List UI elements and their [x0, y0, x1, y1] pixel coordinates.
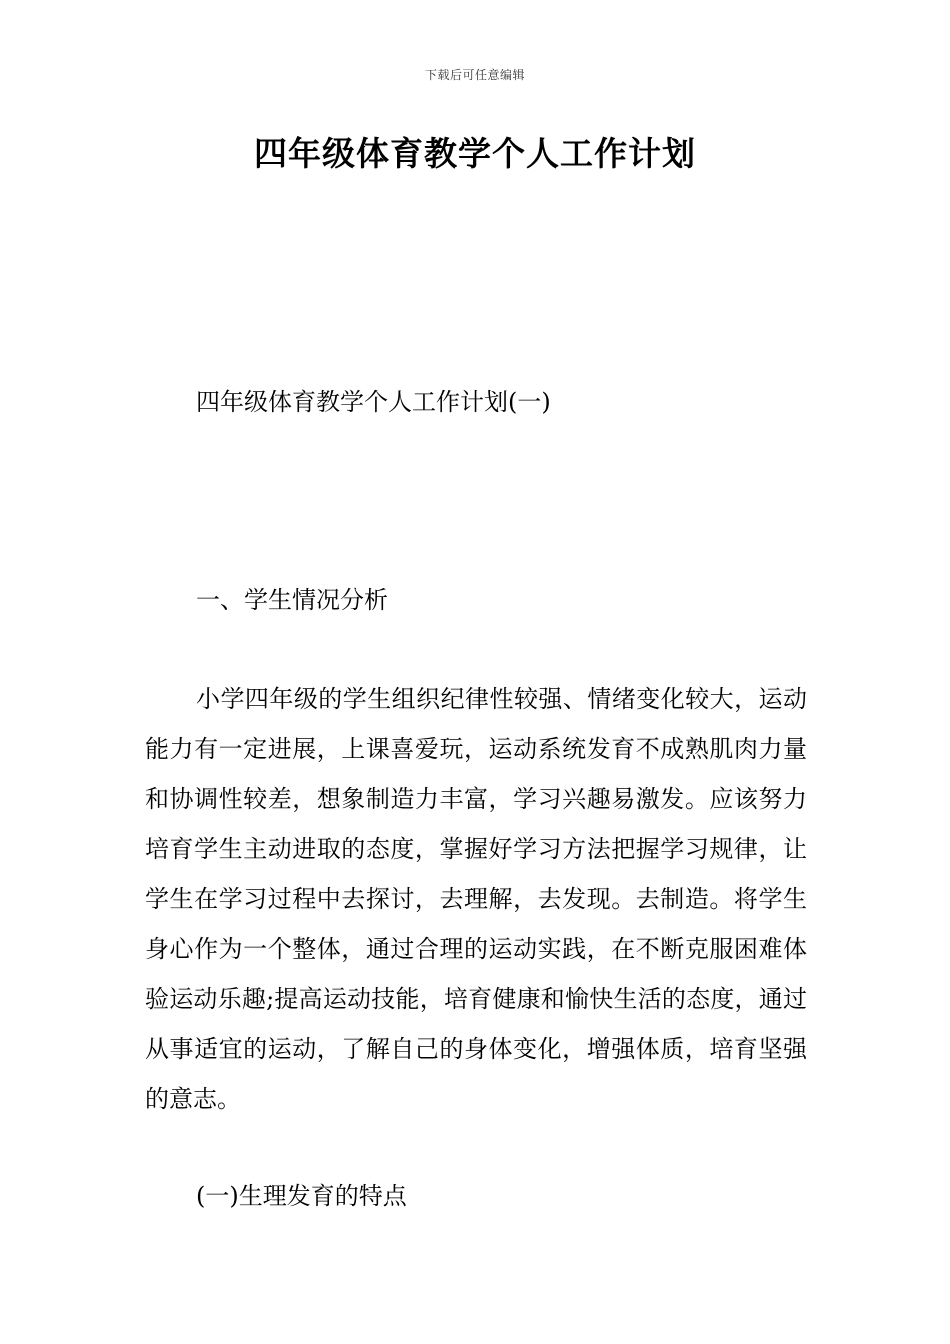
- body-paragraph: 小学四年级的学生组织纪律性较强、情绪变化较大，运动能力有一定进展，上课喜爱玩，运动系统发育不成熟肌肉力量和协调性较差，想象制造力丰富，学习兴趣易激发。应该努力培育学生主动进取的态度，掌握好学习方法把握学习规律，让学生在学习过程中去探讨，去理解，去发现。去制造。将学生身心作为一个整体，通过合理的运动实践，在不断克服困难体验运动乐趣;提高运动技能，培育健康和愉快生活的态度，通过从事适宜的运动，了解自己的身体变化，增强体质，培育坚强的意志。: [145, 685, 807, 1113]
- section-heading: 一、学生情况分析: [196, 586, 388, 614]
- header-note: 下载后可任意编辑: [424, 68, 525, 82]
- sub-section-heading: (一)生理发育的特点: [196, 1182, 407, 1210]
- document-title: 四年级体育教学个人工作计划: [254, 134, 696, 173]
- document-subtitle: 四年级体育教学个人工作计划(一): [196, 388, 551, 416]
